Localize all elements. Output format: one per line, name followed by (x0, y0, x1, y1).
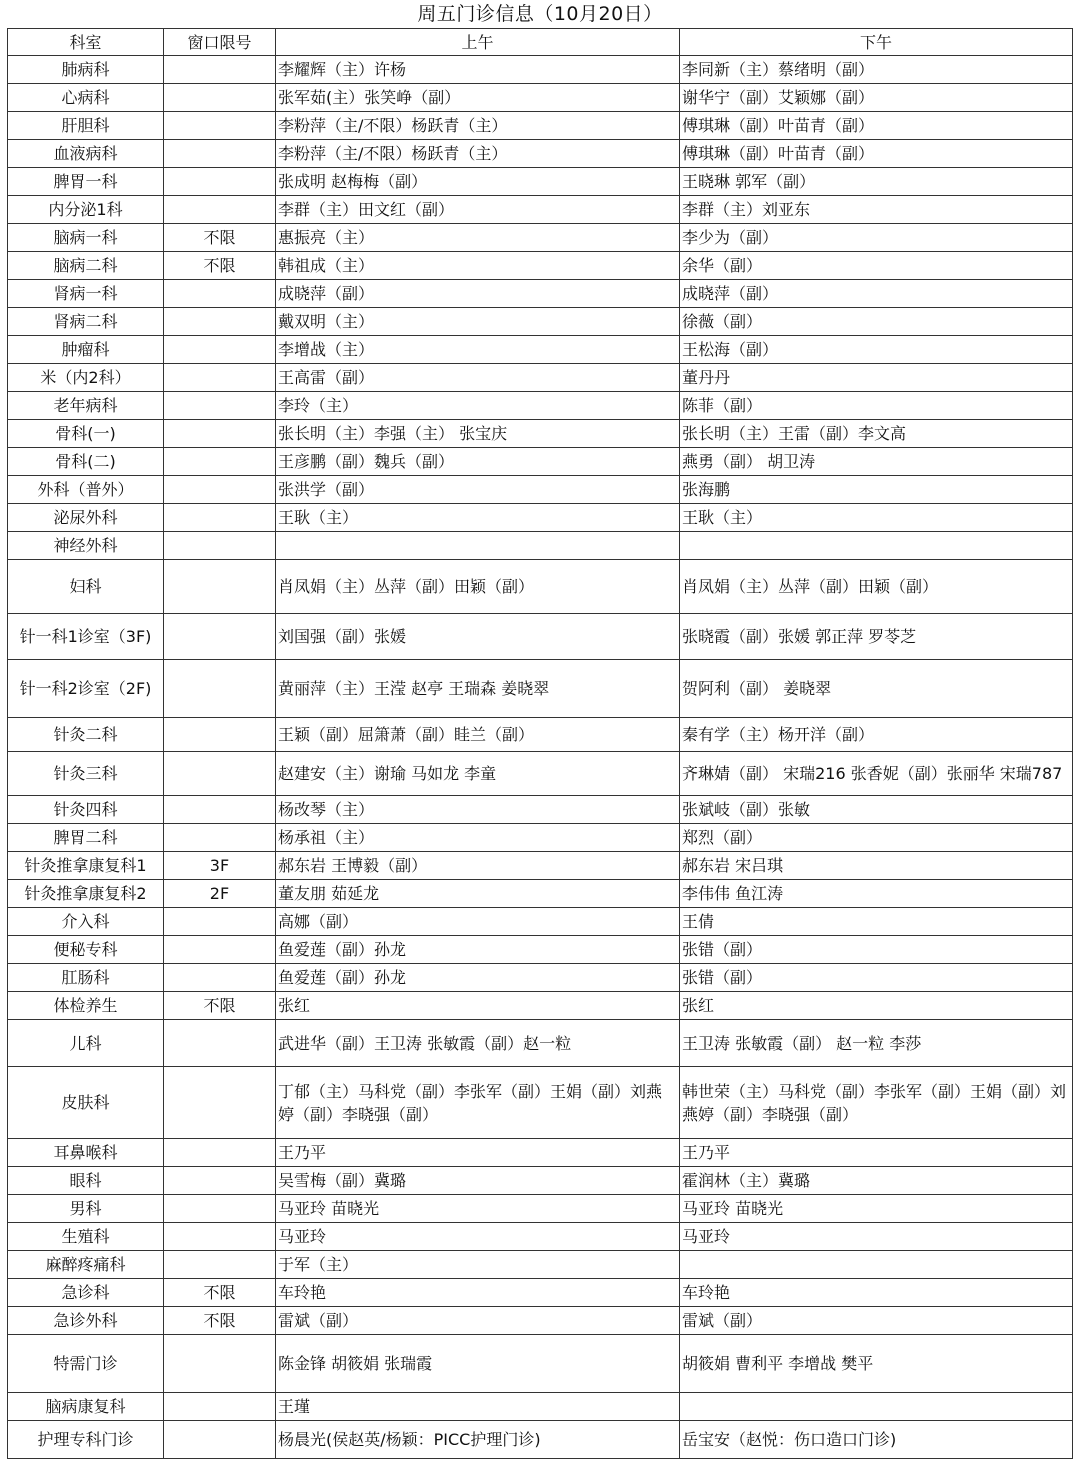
table-row (8, 1139, 1073, 1167)
table-row (8, 1279, 1073, 1307)
cell-limit (164, 84, 276, 112)
cell-dept: 肾病二科 (8, 308, 164, 336)
header-pm: 下午 (680, 29, 1073, 56)
table-row (8, 392, 1073, 420)
cell-afternoon: 秦有学（主）杨开洋（副） (680, 718, 1073, 752)
table-row (8, 532, 1073, 560)
table-row (8, 1195, 1073, 1223)
cell-dept: 肾病一科 (8, 280, 164, 308)
cell-limit (164, 718, 276, 752)
cell-morning: 雷斌（副） (276, 1307, 680, 1335)
table-row (8, 252, 1073, 280)
cell-limit (164, 964, 276, 992)
cell-afternoon: 张红 (680, 992, 1073, 1020)
table-row (8, 476, 1073, 504)
cell-afternoon: 李同新（主）蔡绪明（副） (680, 56, 1073, 84)
cell-afternoon: 肖凤娟（主）丛萍（副）田颖（副） (680, 560, 1073, 614)
cell-morning: 于军（主） (276, 1251, 680, 1279)
cell-morning: 杨晨光(侯赵英/杨颖：PICC护理门诊) (276, 1421, 680, 1459)
table-row (8, 1393, 1073, 1421)
cell-afternoon: 李伟伟 鱼江涛 (680, 880, 1073, 908)
table-row (8, 1335, 1073, 1393)
table-row (8, 660, 1073, 718)
cell-afternoon: 李群（主）刘亚东 (680, 196, 1073, 224)
cell-limit (164, 1421, 276, 1459)
table-row (8, 964, 1073, 992)
header-am: 上午 (276, 29, 680, 56)
cell-dept: 骨科(一) (8, 420, 164, 448)
cell-afternoon: 王松海（副） (680, 336, 1073, 364)
cell-limit (164, 420, 276, 448)
cell-morning: 肖凤娟（主）丛萍（副）田颖（副） (276, 560, 680, 614)
table-row (8, 112, 1073, 140)
cell-limit (164, 796, 276, 824)
cell-afternoon: 张海鹏 (680, 476, 1073, 504)
cell-dept: 眼科 (8, 1167, 164, 1195)
cell-limit (164, 824, 276, 852)
cell-morning: 王瑾 (276, 1393, 680, 1421)
cell-dept: 脑病二科 (8, 252, 164, 280)
cell-dept: 护理专科门诊 (8, 1421, 164, 1459)
cell-limit (164, 112, 276, 140)
cell-dept: 介入科 (8, 908, 164, 936)
clinic-schedule-table (7, 28, 1073, 1459)
cell-afternoon: 霍润林（主）冀璐 (680, 1167, 1073, 1195)
cell-limit (164, 1167, 276, 1195)
header-dept: 科室 (8, 29, 164, 56)
cell-limit (164, 168, 276, 196)
table-row (8, 1223, 1073, 1251)
cell-afternoon: 张错（副） (680, 964, 1073, 992)
cell-afternoon: 王乃平 (680, 1139, 1073, 1167)
cell-limit (164, 1020, 276, 1067)
cell-morning: 张军茹(主）张笑峥（副） (276, 84, 680, 112)
cell-dept: 特需门诊 (8, 1335, 164, 1393)
cell-dept: 针一科2诊室（2F) (8, 660, 164, 718)
cell-dept: 老年病科 (8, 392, 164, 420)
cell-dept: 便秘专科 (8, 936, 164, 964)
cell-dept: 血液病科 (8, 140, 164, 168)
cell-afternoon: 马亚玲 (680, 1223, 1073, 1251)
cell-morning: 车玲艳 (276, 1279, 680, 1307)
cell-afternoon: 王卫涛 张敏霞（副） 赵一粒 李莎 (680, 1020, 1073, 1067)
page-title: 周五门诊信息（10月20日） (417, 3, 663, 25)
cell-dept: 米（内2科） (8, 364, 164, 392)
cell-afternoon: 马亚玲 苗晓光 (680, 1195, 1073, 1223)
cell-afternoon: 张长明（主）王雷（副）李文高 (680, 420, 1073, 448)
cell-dept: 针灸四科 (8, 796, 164, 824)
table-row (8, 56, 1073, 84)
cell-dept: 生殖科 (8, 1223, 164, 1251)
cell-afternoon: 傅琪琳（副）叶苗青（副） (680, 140, 1073, 168)
cell-limit: 2F (164, 880, 276, 908)
cell-dept: 妇科 (8, 560, 164, 614)
cell-morning: 成晓萍（副） (276, 280, 680, 308)
cell-limit (164, 936, 276, 964)
cell-limit (164, 280, 276, 308)
cell-limit (164, 752, 276, 796)
cell-morning: 张洪学（副） (276, 476, 680, 504)
cell-afternoon (680, 1393, 1073, 1421)
cell-dept: 脾胃二科 (8, 824, 164, 852)
cell-morning: 马亚玲 (276, 1223, 680, 1251)
table-row (8, 1067, 1073, 1139)
table-row (8, 560, 1073, 614)
cell-dept: 骨科(二) (8, 448, 164, 476)
cell-limit (164, 196, 276, 224)
cell-afternoon: 陈菲（副） (680, 392, 1073, 420)
cell-limit (164, 140, 276, 168)
cell-afternoon: 张错（副） (680, 936, 1073, 964)
cell-afternoon: 齐琳婧（副） 宋瑞216 张香妮（副）张丽华 宋瑞787 (680, 752, 1073, 796)
cell-limit (164, 908, 276, 936)
cell-morning: 王耿（主） (276, 504, 680, 532)
cell-afternoon: 谢华宁（副）艾颖娜（副） (680, 84, 1073, 112)
cell-dept: 泌尿外科 (8, 504, 164, 532)
cell-afternoon: 岳宝安（赵悦：伤口造口门诊) (680, 1421, 1073, 1459)
table-row (8, 614, 1073, 660)
cell-limit: 不限 (164, 224, 276, 252)
table-row (8, 1020, 1073, 1067)
cell-limit (164, 56, 276, 84)
cell-limit (164, 614, 276, 660)
cell-dept: 耳鼻喉科 (8, 1139, 164, 1167)
cell-morning: 陈金锋 胡筱娟 张瑞霞 (276, 1335, 680, 1393)
cell-dept: 针灸二科 (8, 718, 164, 752)
cell-morning: 戴双明（主） (276, 308, 680, 336)
cell-morning: 惠振亮（主） (276, 224, 680, 252)
table-row (8, 224, 1073, 252)
table-row (8, 336, 1073, 364)
cell-dept: 肝胆科 (8, 112, 164, 140)
cell-afternoon: 车玲艳 (680, 1279, 1073, 1307)
cell-morning: 董友朋 茹延龙 (276, 880, 680, 908)
table-row (8, 992, 1073, 1020)
cell-dept: 男科 (8, 1195, 164, 1223)
table-row (8, 420, 1073, 448)
cell-morning: 吴雪梅（副）冀璐 (276, 1167, 680, 1195)
cell-morning: 王高雷（副） (276, 364, 680, 392)
cell-morning: 赵建安（主）谢瑜 马如龙 李童 (276, 752, 680, 796)
cell-morning: 丁郁（主）马科党（副）李张军（副）王娟（副）刘燕婷（副）李晓强（副） (276, 1067, 680, 1139)
cell-afternoon: 郝东岩 宋吕琪 (680, 852, 1073, 880)
table-row (8, 796, 1073, 824)
cell-morning: 李玲（主） (276, 392, 680, 420)
cell-morning: 刘国强（副）张媛 (276, 614, 680, 660)
cell-limit (164, 476, 276, 504)
cell-afternoon: 李少为（副） (680, 224, 1073, 252)
table-header-row (8, 29, 1073, 56)
cell-dept: 神经外科 (8, 532, 164, 560)
cell-morning: 张长明（主）李强（主） 张宝庆 (276, 420, 680, 448)
cell-dept: 急诊科 (8, 1279, 164, 1307)
cell-morning: 王乃平 (276, 1139, 680, 1167)
table-row (8, 1307, 1073, 1335)
cell-limit (164, 1335, 276, 1393)
cell-morning: 李粉萍（主/不限）杨跃青（主） (276, 112, 680, 140)
cell-limit (164, 1223, 276, 1251)
cell-limit (164, 336, 276, 364)
cell-afternoon: 傅琪琳（副）叶苗青（副） (680, 112, 1073, 140)
cell-morning: 武进华（副）王卫涛 张敏霞（副）赵一粒 (276, 1020, 680, 1067)
cell-dept: 麻醉疼痛科 (8, 1251, 164, 1279)
cell-afternoon: 雷斌（副） (680, 1307, 1073, 1335)
cell-afternoon: 张斌岐（副）张敏 (680, 796, 1073, 824)
table-row (8, 1167, 1073, 1195)
table-row (8, 84, 1073, 112)
cell-limit (164, 660, 276, 718)
cell-morning (276, 532, 680, 560)
cell-dept: 体检养生 (8, 992, 164, 1020)
table-row (8, 908, 1073, 936)
table-row (8, 280, 1073, 308)
cell-morning: 王颖（副）屈箫萧（副）眭兰（副） (276, 718, 680, 752)
cell-limit: 3F (164, 852, 276, 880)
cell-afternoon: 成晓萍（副） (680, 280, 1073, 308)
table-row (8, 448, 1073, 476)
cell-dept: 脾胃一科 (8, 168, 164, 196)
cell-morning: 杨改琴（主） (276, 796, 680, 824)
table-row (8, 718, 1073, 752)
table-row (8, 880, 1073, 908)
cell-morning: 李增战（主） (276, 336, 680, 364)
cell-limit: 不限 (164, 992, 276, 1020)
cell-afternoon: 郑烈（副） (680, 824, 1073, 852)
table-row (8, 752, 1073, 796)
cell-morning: 鱼爱莲（副）孙龙 (276, 964, 680, 992)
cell-afternoon: 燕勇（副） 胡卫涛 (680, 448, 1073, 476)
cell-dept: 皮肤科 (8, 1067, 164, 1139)
table-row (8, 308, 1073, 336)
cell-dept: 肺病科 (8, 56, 164, 84)
cell-limit (164, 1195, 276, 1223)
cell-afternoon: 张晓霞（副）张媛 郭正萍 罗苓芝 (680, 614, 1073, 660)
cell-dept: 针灸推拿康复科2 (8, 880, 164, 908)
cell-limit (164, 308, 276, 336)
table-row (8, 364, 1073, 392)
cell-afternoon: 王倩 (680, 908, 1073, 936)
table-row (8, 824, 1073, 852)
cell-morning: 张红 (276, 992, 680, 1020)
table-row (8, 1421, 1073, 1459)
cell-dept: 急诊外科 (8, 1307, 164, 1335)
table-row (8, 196, 1073, 224)
cell-limit (164, 560, 276, 614)
cell-limit (164, 1139, 276, 1167)
cell-limit (164, 1393, 276, 1421)
cell-morning: 李群（主）田文红（副） (276, 196, 680, 224)
cell-limit: 不限 (164, 1279, 276, 1307)
cell-limit (164, 504, 276, 532)
cell-limit: 不限 (164, 252, 276, 280)
cell-morning: 王彦鹏（副）魏兵（副） (276, 448, 680, 476)
cell-morning: 马亚玲 苗晓光 (276, 1195, 680, 1223)
cell-afternoon: 董丹丹 (680, 364, 1073, 392)
table-row (8, 140, 1073, 168)
cell-dept: 儿科 (8, 1020, 164, 1067)
cell-morning: 杨承祖（主） (276, 824, 680, 852)
cell-limit (164, 1067, 276, 1139)
cell-afternoon: 韩世荣（主）马科党（副）李张军（副）王娟（副）刘燕婷（副）李晓强（副） (680, 1067, 1073, 1139)
cell-dept: 外科（普外） (8, 476, 164, 504)
cell-afternoon: 余华（副） (680, 252, 1073, 280)
cell-limit (164, 1251, 276, 1279)
table-row (8, 1251, 1073, 1279)
cell-morning: 李耀辉（主）许杨 (276, 56, 680, 84)
cell-dept: 针灸三科 (8, 752, 164, 796)
table-row (8, 504, 1073, 532)
cell-afternoon: 贺阿利（副） 姜晓翠 (680, 660, 1073, 718)
cell-dept: 脑病康复科 (8, 1393, 164, 1421)
cell-morning: 张成明 赵梅梅（副） (276, 168, 680, 196)
cell-afternoon: 徐薇（副） (680, 308, 1073, 336)
cell-morning: 李粉萍（主/不限）杨跃青（主） (276, 140, 680, 168)
cell-dept: 脑病一科 (8, 224, 164, 252)
cell-morning: 郝东岩 王博毅（副） (276, 852, 680, 880)
cell-afternoon (680, 532, 1073, 560)
cell-limit (164, 448, 276, 476)
table-row (8, 936, 1073, 964)
cell-dept: 针一科1诊室（3F) (8, 614, 164, 660)
cell-dept: 针灸推拿康复科1 (8, 852, 164, 880)
cell-dept: 肛肠科 (8, 964, 164, 992)
cell-dept: 心病科 (8, 84, 164, 112)
header-limit: 窗口限号 (164, 29, 276, 56)
table-row (8, 852, 1073, 880)
cell-dept: 内分泌1科 (8, 196, 164, 224)
cell-afternoon: 王耿（主） (680, 504, 1073, 532)
cell-limit (164, 392, 276, 420)
cell-dept: 肿瘤科 (8, 336, 164, 364)
cell-afternoon: 王晓琳 郭军（副） (680, 168, 1073, 196)
cell-limit (164, 364, 276, 392)
cell-morning: 韩祖成（主） (276, 252, 680, 280)
cell-morning: 鱼爱莲（副）孙龙 (276, 936, 680, 964)
table-row (8, 168, 1073, 196)
cell-afternoon (680, 1251, 1073, 1279)
cell-morning: 高娜（副） (276, 908, 680, 936)
cell-afternoon: 胡筱娟 曹利平 李增战 樊平 (680, 1335, 1073, 1393)
cell-morning: 黄丽萍（主）王滢 赵亭 王瑞森 姜晓翠 (276, 660, 680, 718)
cell-limit: 不限 (164, 1307, 276, 1335)
cell-limit (164, 532, 276, 560)
